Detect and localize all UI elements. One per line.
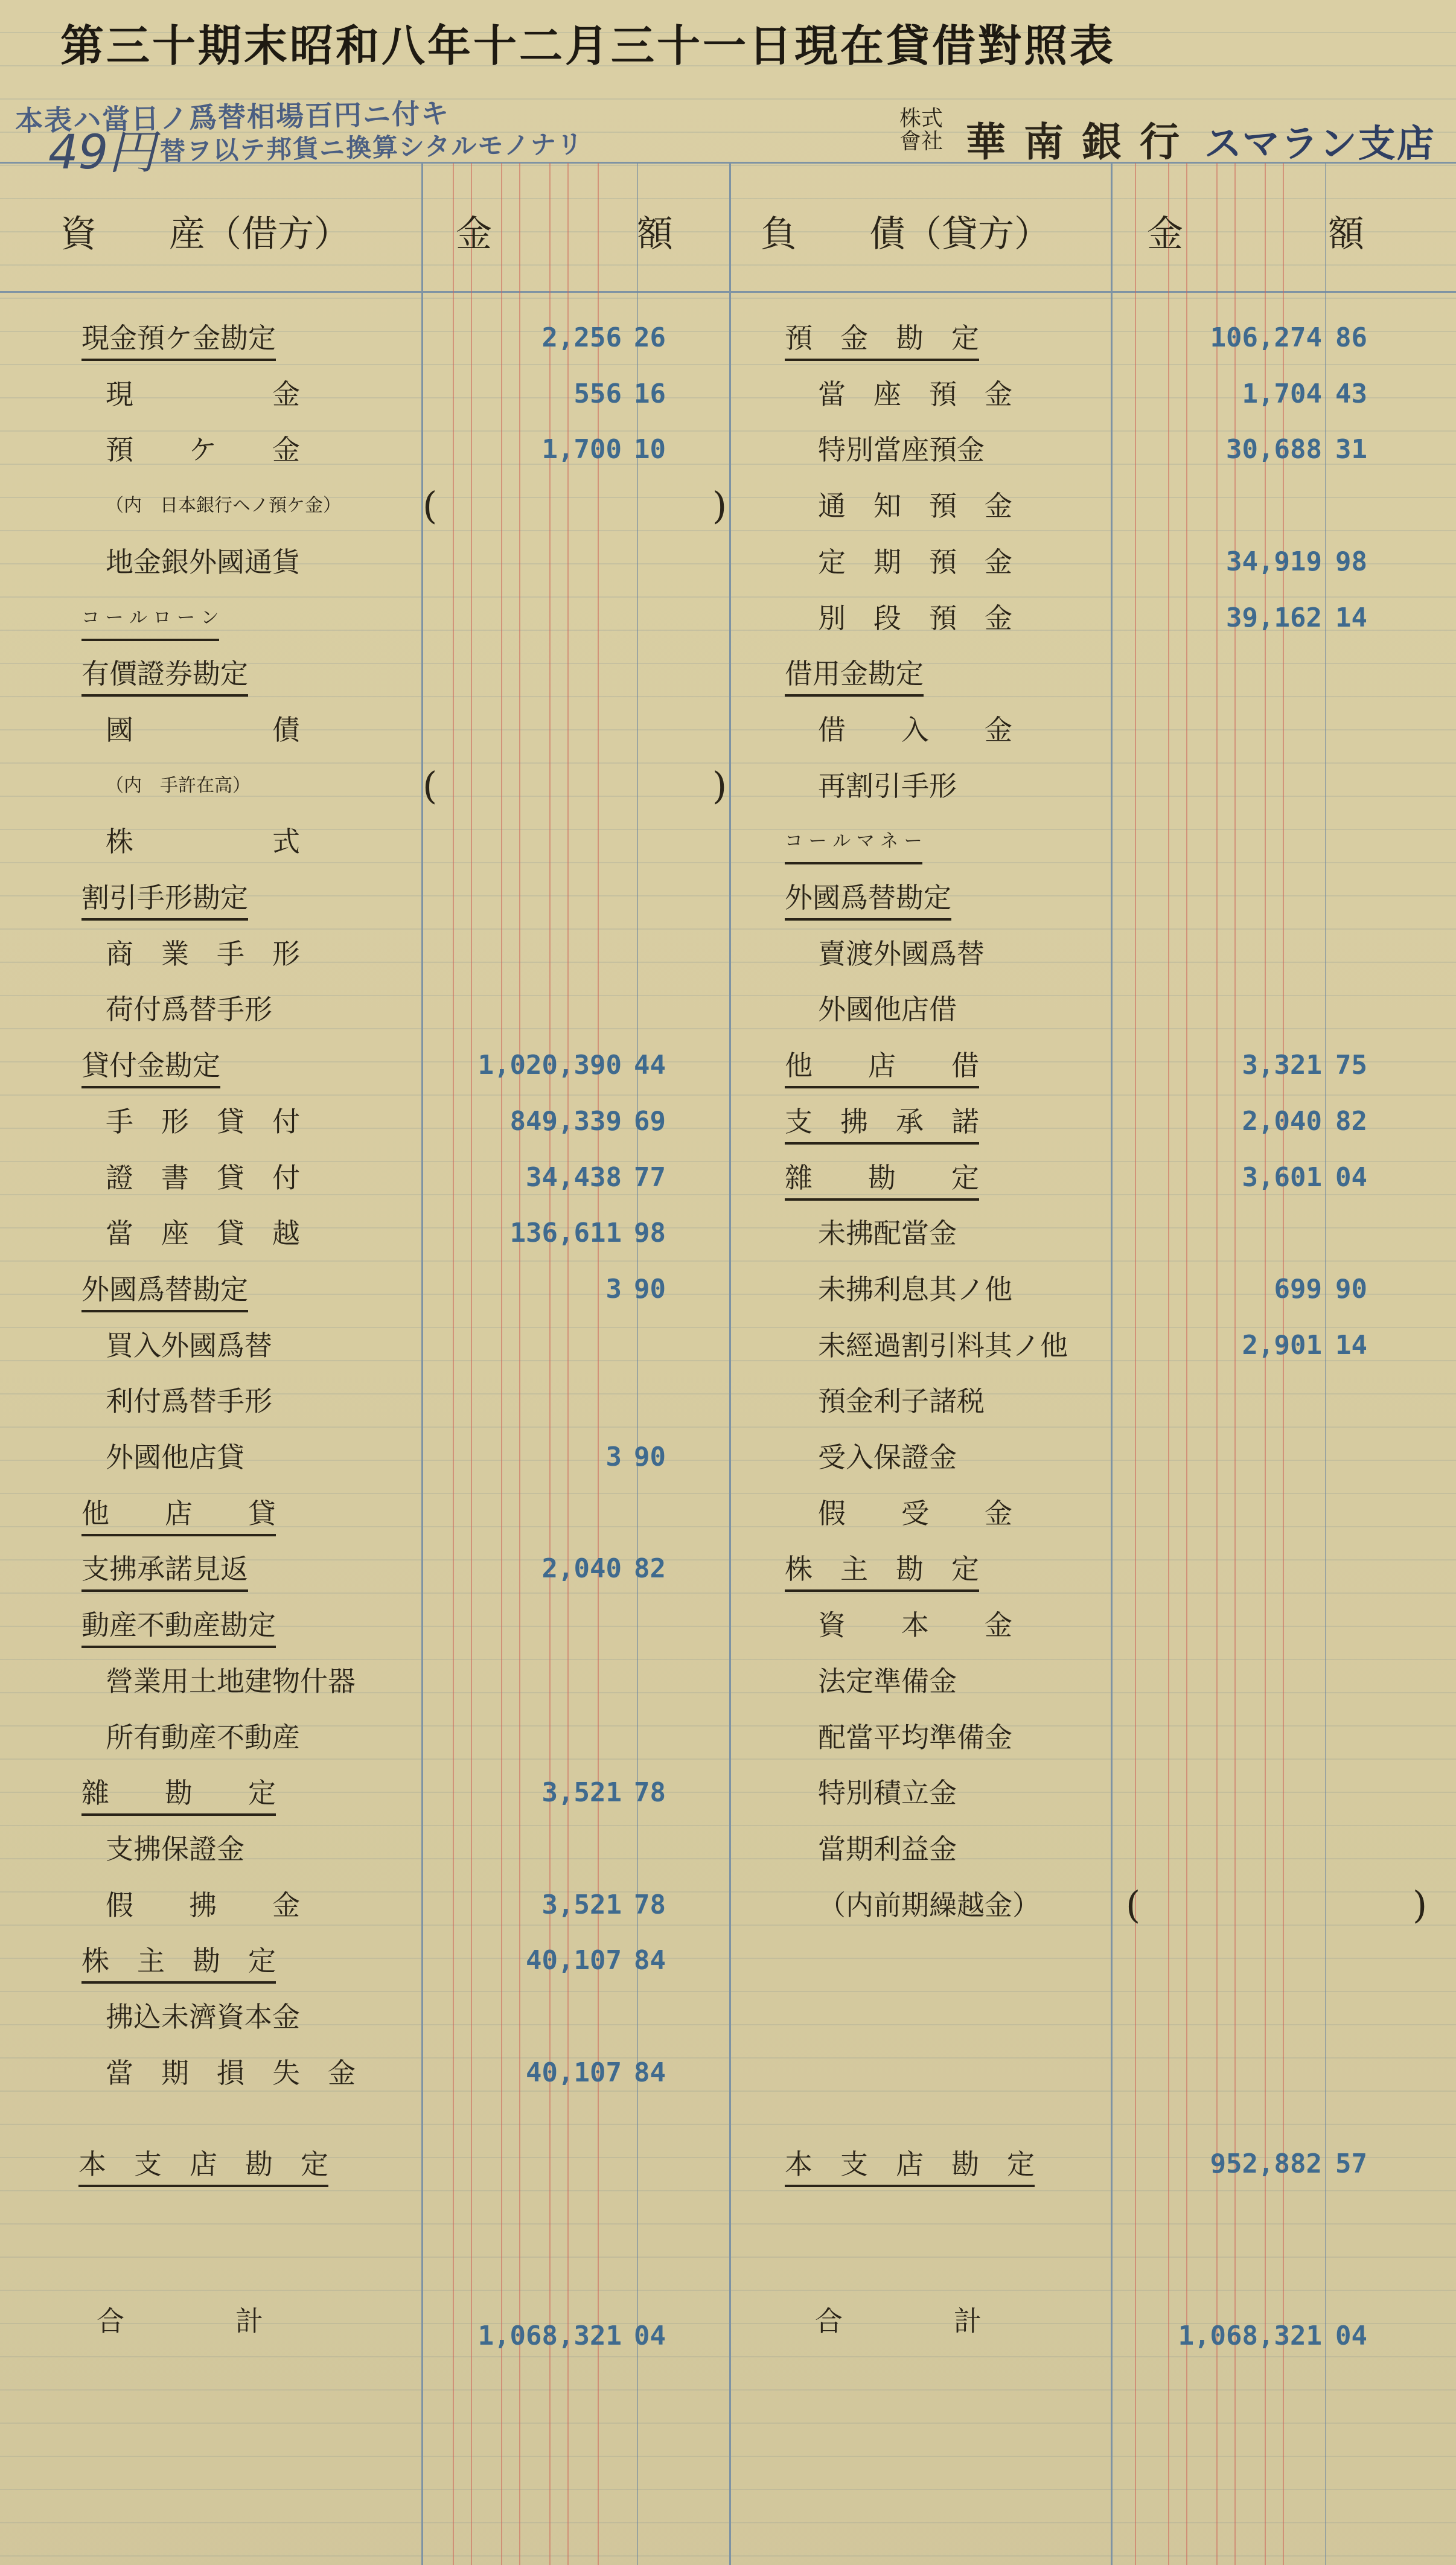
column-rule <box>1216 163 1218 2565</box>
assets-row-label: 現金預ケ金勘定 <box>81 320 276 356</box>
liabilities-row-label: 定 期 預 金 <box>818 545 1012 578</box>
liabilities-row-label: コ ー ル マ ネ ー <box>785 823 922 860</box>
liabilities-row-label: 未經過割引料其ノ他 <box>818 1329 1068 1362</box>
assets-row-cents: 26 <box>634 322 666 353</box>
assets-row-label: 地金銀外國通貨 <box>106 545 300 578</box>
liabilities-row-cents: 31 <box>1335 434 1367 465</box>
liabilities-row-label: 未拂配當金 <box>818 1217 957 1250</box>
total-liability-amount: 1,068,321 <box>1178 2321 1322 2351</box>
liabilities-row-label: 外國他店借 <box>818 993 957 1026</box>
liabilities-row-cents: 14 <box>1335 1329 1367 1361</box>
liabilities-row-cents: 04 <box>1335 1161 1367 1193</box>
assets-row-cents: 78 <box>634 1777 666 1809</box>
assets-row-cents: 90 <box>634 1273 666 1305</box>
assets-row-cents: 82 <box>634 1553 666 1585</box>
assets-row-cents: 44 <box>634 1050 666 1081</box>
total-liability-label: 合 計 <box>815 2305 982 2337</box>
assets-row-amount: 1,700 <box>541 434 622 465</box>
assets-row-amount: 2,040 <box>541 1553 622 1585</box>
liabilities-row-label: 未拂利息其ノ他 <box>818 1273 1012 1306</box>
assets-row-label: 利付爲替手形 <box>106 1385 272 1418</box>
document-title: 第三十期末昭和八年十二月三十一日現在貸借對照表 <box>60 20 1116 71</box>
assets-row-label: 株 主 勘 定 <box>81 1943 276 1979</box>
liabilities-row-label: 假 受 金 <box>818 1497 1012 1530</box>
total-asset-label: 合 計 <box>97 2305 263 2337</box>
company-type-line: 會社 <box>899 129 944 154</box>
company-type <box>899 107 954 153</box>
assets-row-label: 貸付金勘定 <box>81 1047 220 1084</box>
liabilities-row-label: 借 入 金 <box>818 713 1012 746</box>
assets-row-label: コ ー ル ロ ー ン <box>81 600 219 636</box>
assets-row-cents: 69 <box>634 1105 666 1137</box>
assets-row-label: （内 手許在高） <box>106 775 251 796</box>
assets-row-label: 現 金 <box>106 377 300 410</box>
assets-row-cents: 98 <box>634 1218 666 1249</box>
assets-row-cents: 90 <box>634 1442 666 1472</box>
assets-row-amount: 1,020,390 <box>477 1050 622 1081</box>
liabilities-row-label: （内前期繰越金） <box>818 1888 1040 1921</box>
total-liability-cents: 04 <box>1335 2321 1367 2351</box>
paren-close: ) <box>712 484 727 528</box>
paren-open: ( <box>423 763 438 808</box>
assets-row-cents: 84 <box>634 1945 666 1976</box>
assets-row-cents: 84 <box>634 2057 666 2088</box>
paren-close: ) <box>712 763 727 808</box>
liabilities-row-label: 資 本 金 <box>818 1609 1012 1642</box>
head-office-liability-cents: 57 <box>1335 2148 1367 2179</box>
assets-row-label: 當 座 貸 越 <box>106 1217 300 1250</box>
assets-row-label: 拂込未濟資本金 <box>106 2001 300 2033</box>
assets-row-label: 動産不動産勘定 <box>81 1607 276 1643</box>
liabilities-row-amount: 3,601 <box>1242 1161 1322 1193</box>
liabilities-row-cents: 90 <box>1335 1273 1367 1305</box>
total-asset-cents: 04 <box>634 2321 666 2351</box>
liabilities-row-label: 別 段 預 金 <box>818 601 1012 634</box>
liabilities-row-label: 株 主 勘 定 <box>785 1551 979 1587</box>
head-office-liability-amount: 952,882 <box>1210 2148 1322 2179</box>
assets-row-label: 支拂保證金 <box>106 1832 244 1865</box>
assets-row-label: 外國爲替勘定 <box>81 1271 248 1308</box>
liabilities-row-amount: 30,688 <box>1226 434 1322 465</box>
amount-column-header-left: 金 額 <box>456 213 673 255</box>
liabilities-row-label: 法定準備金 <box>818 1664 957 1698</box>
assets-row-amount: 2,256 <box>541 322 622 353</box>
liabilities-row-amount: 2,040 <box>1242 1105 1322 1137</box>
liabilities-row-label: 再割引手形 <box>818 769 957 802</box>
assets-row-cents: 16 <box>634 378 666 409</box>
assets-row-amount: 3,521 <box>541 1889 622 1920</box>
liabilities-row-label: 受入保證金 <box>818 1441 957 1474</box>
liabilities-row-amount: 1,704 <box>1242 378 1322 409</box>
liabilities-row-label: 支 拂 承 諾 <box>785 1104 979 1140</box>
column-rule <box>501 163 502 2565</box>
assets-row-amount: 40,107 <box>526 2057 622 2088</box>
liabilities-row-label: 當期利益金 <box>818 1832 957 1865</box>
column-rule <box>598 163 599 2565</box>
total-asset-amount: 1,068,321 <box>477 2321 622 2351</box>
liabilities-row-amount: 699 <box>1274 1273 1322 1305</box>
assets-row-cents: 10 <box>634 434 666 465</box>
assets-row-label: 有價證券勘定 <box>81 656 248 692</box>
column-rule <box>1135 163 1136 2565</box>
assets-row-label: （内 日本銀行ヘノ預ケ金） <box>106 495 341 517</box>
assets-row-label: 雜 勘 定 <box>81 1775 276 1811</box>
assets-row-label: 割引手形勘定 <box>81 880 248 916</box>
column-rule <box>1111 163 1113 2565</box>
liabilities-row-label: 外國爲替勘定 <box>785 880 951 916</box>
assets-column-header: 資 産（借方） <box>60 213 350 255</box>
liabilities-row-label: 預 金 勘 定 <box>785 320 979 356</box>
paren-close: ) <box>1413 1882 1428 1927</box>
assets-row-label: 他 店 貸 <box>81 1495 276 1532</box>
liabilities-row-cents: 98 <box>1335 546 1367 577</box>
liabilities-row-label: 雜 勘 定 <box>785 1160 979 1196</box>
assets-row-amount: 3 <box>605 1273 622 1305</box>
exchange-rate-stamp: 本表ハ當日ノ爲替相場百円ニ付キ <box>14 97 450 138</box>
liabilities-row-label: 特別當座預金 <box>818 433 985 467</box>
assets-row-amount: 849,339 <box>509 1105 622 1137</box>
liabilities-row-label: 預金利子諸税 <box>818 1385 985 1418</box>
assets-row-label: 買入外國爲替 <box>106 1329 272 1362</box>
assets-row-label: 株 式 <box>106 825 300 858</box>
column-rule <box>1234 163 1236 2565</box>
liabilities-row-label: 借用金勘定 <box>785 656 924 692</box>
liabilities-row-cents: 43 <box>1335 378 1367 409</box>
liabilities-row-amount: 39,162 <box>1226 602 1322 633</box>
assets-row-amount: 136,611 <box>509 1218 622 1249</box>
assets-row-label: 當 期 損 失 金 <box>106 2056 356 2089</box>
liabilities-row-cents: 75 <box>1335 1050 1367 1081</box>
column-rule <box>549 163 551 2565</box>
liabilities-row-label: 特別積立金 <box>818 1777 957 1810</box>
liabilities-row-amount: 34,919 <box>1226 546 1322 577</box>
assets-row-amount: 40,107 <box>526 1945 622 1976</box>
assets-row-label: 所有動産不動産 <box>106 1720 300 1754</box>
assets-row-amount: 3 <box>605 1442 622 1472</box>
header-bottom-rule <box>0 291 1456 293</box>
assets-row-label: 證 書 貸 付 <box>106 1161 300 1194</box>
assets-row-label: 荷付爲替手形 <box>106 993 272 1026</box>
assets-row-amount: 3,521 <box>541 1777 622 1809</box>
assets-row-cents: 77 <box>634 1161 666 1193</box>
assets-row-label: 假 拂 金 <box>106 1888 300 1921</box>
head-office-asset-label: 本 支 店 勘 定 <box>78 2146 328 2182</box>
column-rule <box>567 163 569 2565</box>
liabilities-row-amount: 106,274 <box>1210 322 1322 353</box>
assets-row-amount: 34,438 <box>526 1161 622 1193</box>
column-rule <box>1325 163 1326 2565</box>
paren-open: ( <box>423 484 438 528</box>
liabilities-row-amount: 2,901 <box>1242 1329 1322 1361</box>
liabilities-row-label: 他 店 借 <box>785 1047 979 1084</box>
column-rule <box>1283 163 1284 2565</box>
amount-column-header-right: 金 額 <box>1147 213 1364 255</box>
assets-row-label: 外國他店貸 <box>106 1441 244 1474</box>
assets-row-label: 商 業 手 形 <box>106 937 300 970</box>
liabilities-row-label: 配當平均準備金 <box>818 1720 1012 1754</box>
assets-row-cents: 78 <box>634 1889 666 1920</box>
column-rule <box>729 163 731 2565</box>
bank-name: 華南銀行 <box>966 118 1198 165</box>
exchange-rate-stamp-cont: 替ヲ以テ邦貨ニ換算シタルモノナリ <box>159 129 584 167</box>
column-rule <box>1265 163 1266 2565</box>
column-rule <box>519 163 520 2565</box>
assets-row-amount: 556 <box>573 378 622 409</box>
column-rule <box>1168 163 1169 2565</box>
liabilities-row-amount: 3,321 <box>1242 1050 1322 1081</box>
branch-name: スマラン支店 <box>1204 121 1435 165</box>
assets-row-label: 支拂承諾見返 <box>81 1551 248 1587</box>
column-rule <box>1186 163 1187 2565</box>
liabilities-row-cents: 86 <box>1335 322 1367 353</box>
company-type-line: 株式 <box>899 106 944 131</box>
assets-row-label: 預 ケ 金 <box>106 433 300 467</box>
assets-row-label: 營業用土地建物什器 <box>106 1664 356 1698</box>
handwritten-rate: 49円 <box>48 126 156 180</box>
liabilities-row-label: 賣渡外國爲替 <box>818 937 985 970</box>
liabilities-column-header: 負 債（貸方） <box>761 213 1050 255</box>
assets-row-label: 手 形 貸 付 <box>106 1105 300 1138</box>
column-rule <box>453 163 454 2565</box>
column-rule <box>637 163 638 2565</box>
paren-open: ( <box>1126 1882 1141 1927</box>
column-rule <box>471 163 472 2565</box>
liabilities-row-cents: 82 <box>1335 1105 1367 1137</box>
liabilities-row-cents: 14 <box>1335 602 1367 633</box>
assets-row-label: 國 債 <box>106 713 300 746</box>
liabilities-row-label: 通 知 預 金 <box>818 490 1012 523</box>
liabilities-row-label: 當 座 預 金 <box>818 377 1012 410</box>
head-office-liability-label: 本 支 店 勘 定 <box>785 2146 1035 2182</box>
